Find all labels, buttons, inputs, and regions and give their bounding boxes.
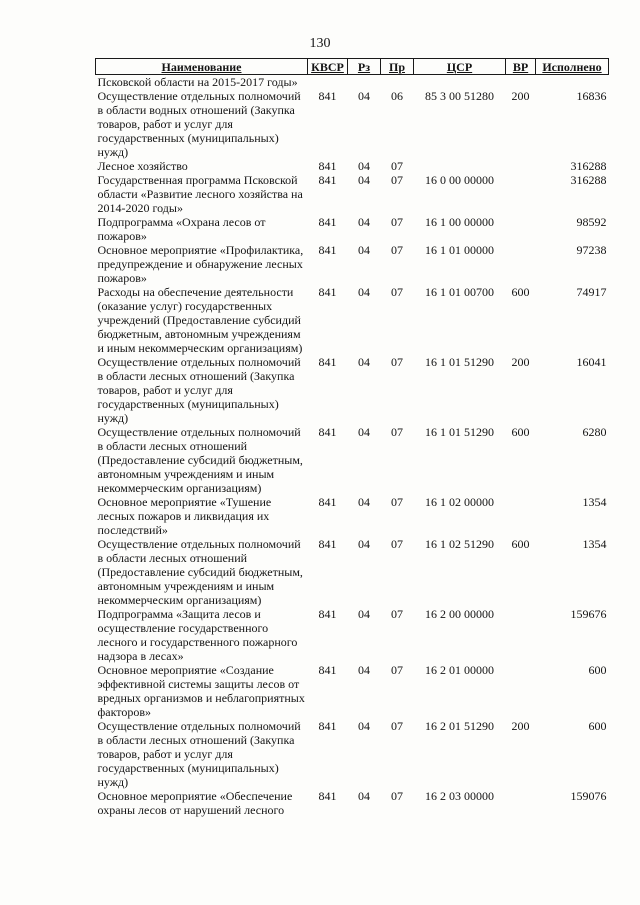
row-vr: 600 xyxy=(511,537,530,551)
row-kvsr: 841 xyxy=(318,537,337,551)
row-executed: 600 xyxy=(588,663,607,677)
header-csr: ЦСР xyxy=(414,59,506,75)
row-name: Осуществление отдельных полномочий в области лесных отношений (Предоставление субсидий бюджетным, автономным учреждениям и иным некоммерческим организациям) xyxy=(97,537,303,607)
row-pr: 07 xyxy=(391,285,403,299)
row-pr: 06 xyxy=(391,89,403,103)
row-kvsr xyxy=(308,75,348,90)
table-row xyxy=(96,89,609,159)
row-name: Лесное хозяйство xyxy=(97,159,188,173)
row-name: Основное мероприятие «Обеспечение охраны лесов от нарушений лесного xyxy=(97,789,293,817)
row-csr xyxy=(414,75,506,90)
row-kvsr: 841 xyxy=(318,495,337,509)
row-vr xyxy=(506,607,536,663)
row-vr xyxy=(506,243,536,285)
row-rz: 04 xyxy=(358,789,370,803)
row-name: Основное мероприятие «Профилактика, предупреждение и обнаружение лесных пожаров» xyxy=(97,243,304,285)
row-name: Государственная программа Псковской области «Развитие лесного хозяйства на 2014-2020 годы» xyxy=(97,173,303,215)
row-pr: 07 xyxy=(391,215,403,229)
row-csr: 85 3 00 51280 xyxy=(425,89,494,103)
row-rz: 04 xyxy=(358,243,370,257)
row-kvsr: 841 xyxy=(318,285,337,299)
row-executed: 1354 xyxy=(582,537,607,551)
table-row xyxy=(96,173,609,215)
row-executed: 159076 xyxy=(570,789,607,803)
row-pr xyxy=(381,75,414,90)
row-csr: 16 2 01 00000 xyxy=(425,663,494,677)
row-csr: 16 1 01 00700 xyxy=(425,285,494,299)
row-name: Осуществление отдельных полномочий в области лесных отношений (Предоставление субсидий бюджетным, автономным учреждениям и иным некоммерческим организациям) xyxy=(97,425,303,495)
row-name: Основное мероприятие «Тушение лесных пожаров и ликвидация их последствий» xyxy=(97,495,272,537)
row-rz: 04 xyxy=(358,159,370,173)
row-pr: 07 xyxy=(391,173,403,187)
table-row xyxy=(96,495,609,537)
row-vr: 200 xyxy=(511,89,530,103)
row-rz: 04 xyxy=(358,425,370,439)
table-row xyxy=(96,285,609,355)
row-vr: 200 xyxy=(511,355,530,369)
row-executed: 1354 xyxy=(582,495,607,509)
header-rz: Рз xyxy=(348,59,381,75)
row-pr: 07 xyxy=(391,159,403,173)
row-csr: 16 1 01 00000 xyxy=(425,243,494,257)
table-row xyxy=(96,537,609,607)
row-name: Псковской области на 2015-2017 годы» xyxy=(97,75,298,89)
row-name: Осуществление отдельных полномочий в области водных отношений (Закупка товаров, работ и услуг для государственных (муниципальных) нужд) xyxy=(97,89,301,159)
row-vr xyxy=(506,75,536,90)
table-row xyxy=(96,75,609,90)
row-kvsr: 841 xyxy=(318,215,337,229)
row-executed: 74917 xyxy=(576,285,607,299)
header-kvsr: КВСР xyxy=(308,59,348,75)
header-name: Наименование xyxy=(96,59,308,75)
row-executed: 16836 xyxy=(576,89,607,103)
row-executed: 98592 xyxy=(576,215,607,229)
row-csr: 16 1 00 00000 xyxy=(425,215,494,229)
row-csr: 16 1 01 51290 xyxy=(425,425,494,439)
row-vr xyxy=(506,159,536,173)
row-rz xyxy=(348,75,381,90)
row-csr: 16 2 03 00000 xyxy=(425,789,494,803)
table-row xyxy=(96,215,609,243)
row-rz: 04 xyxy=(358,663,370,677)
row-rz: 04 xyxy=(358,495,370,509)
budget-table xyxy=(95,58,609,817)
row-vr: 600 xyxy=(511,285,530,299)
table-header-row xyxy=(96,59,609,75)
row-vr xyxy=(506,173,536,215)
row-vr xyxy=(506,495,536,537)
row-pr: 07 xyxy=(391,537,403,551)
row-csr: 16 2 01 51290 xyxy=(425,719,494,733)
table-row xyxy=(96,159,609,173)
row-kvsr: 841 xyxy=(318,159,337,173)
table-row xyxy=(96,243,609,285)
row-kvsr: 841 xyxy=(318,789,337,803)
row-rz: 04 xyxy=(358,285,370,299)
row-executed: 16041 xyxy=(576,355,607,369)
row-name: Подпрограмма «Защита лесов и осуществление государственного лесного и государственного пожарного надзора в лесах» xyxy=(97,607,298,663)
row-csr: 16 1 02 51290 xyxy=(425,537,494,551)
page-number: 130 xyxy=(309,36,331,51)
row-vr xyxy=(506,215,536,243)
row-vr xyxy=(506,789,536,817)
row-rz: 04 xyxy=(358,215,370,229)
row-kvsr: 841 xyxy=(318,173,337,187)
row-vr: 600 xyxy=(511,425,530,439)
row-csr: 16 1 02 00000 xyxy=(425,495,494,509)
row-kvsr: 841 xyxy=(318,663,337,677)
row-pr: 07 xyxy=(391,243,403,257)
header-pr: Пр xyxy=(381,59,414,75)
row-kvsr: 841 xyxy=(318,89,337,103)
table-row xyxy=(96,355,609,425)
row-executed: 97238 xyxy=(576,243,607,257)
table-row xyxy=(96,663,609,719)
row-csr: 16 1 01 51290 xyxy=(425,355,494,369)
row-pr: 07 xyxy=(391,495,403,509)
row-rz: 04 xyxy=(358,173,370,187)
table-row xyxy=(96,425,609,495)
row-pr: 07 xyxy=(391,789,403,803)
row-pr: 07 xyxy=(391,355,403,369)
row-rz: 04 xyxy=(358,537,370,551)
row-pr: 07 xyxy=(391,607,403,621)
row-csr xyxy=(414,159,506,173)
row-name: Основное мероприятие «Создание эффективной системы защиты лесов от вредных организмов и неблагоприятных факторов» xyxy=(97,663,305,719)
row-pr: 07 xyxy=(391,719,403,733)
row-kvsr: 841 xyxy=(318,243,337,257)
table-row xyxy=(96,607,609,663)
row-pr: 07 xyxy=(391,663,403,677)
row-executed: 6280 xyxy=(582,425,607,439)
header-vr: ВР xyxy=(506,59,536,75)
row-rz: 04 xyxy=(358,719,370,733)
row-name: Осуществление отдельных полномочий в области лесных отношений (Закупка товаров, работ и услуг для государственных (муниципальных) нужд) xyxy=(97,355,301,425)
row-rz: 04 xyxy=(358,607,370,621)
row-kvsr: 841 xyxy=(318,719,337,733)
row-rz: 04 xyxy=(358,89,370,103)
row-csr: 16 2 00 00000 xyxy=(425,607,494,621)
row-name: Расходы на обеспечение деятельности (оказание услуг) государственных учреждений (Предоставление субсидий бюджетным, автономным учреждениям и иным некоммерческим организациям) xyxy=(97,285,303,355)
row-name: Подпрограмма «Охрана лесов от пожаров» xyxy=(97,215,266,243)
table-row xyxy=(96,789,609,817)
row-name: Осуществление отдельных полномочий в области лесных отношений (Закупка товаров, работ и услуг для государственных (муниципальных) нужд) xyxy=(97,719,301,789)
row-executed: 316288 xyxy=(570,173,607,187)
row-kvsr: 841 xyxy=(318,425,337,439)
row-executed: 159676 xyxy=(570,607,607,621)
header-executed: Исполнено xyxy=(536,59,609,75)
row-vr: 200 xyxy=(511,719,530,733)
row-executed: 316288 xyxy=(570,159,607,173)
row-executed xyxy=(536,75,609,90)
row-pr: 07 xyxy=(391,425,403,439)
row-rz: 04 xyxy=(358,355,370,369)
row-csr: 16 0 00 00000 xyxy=(425,173,494,187)
table-row xyxy=(96,719,609,789)
row-vr xyxy=(506,663,536,719)
row-kvsr: 841 xyxy=(318,607,337,621)
row-executed: 600 xyxy=(588,719,607,733)
row-kvsr: 841 xyxy=(318,355,337,369)
